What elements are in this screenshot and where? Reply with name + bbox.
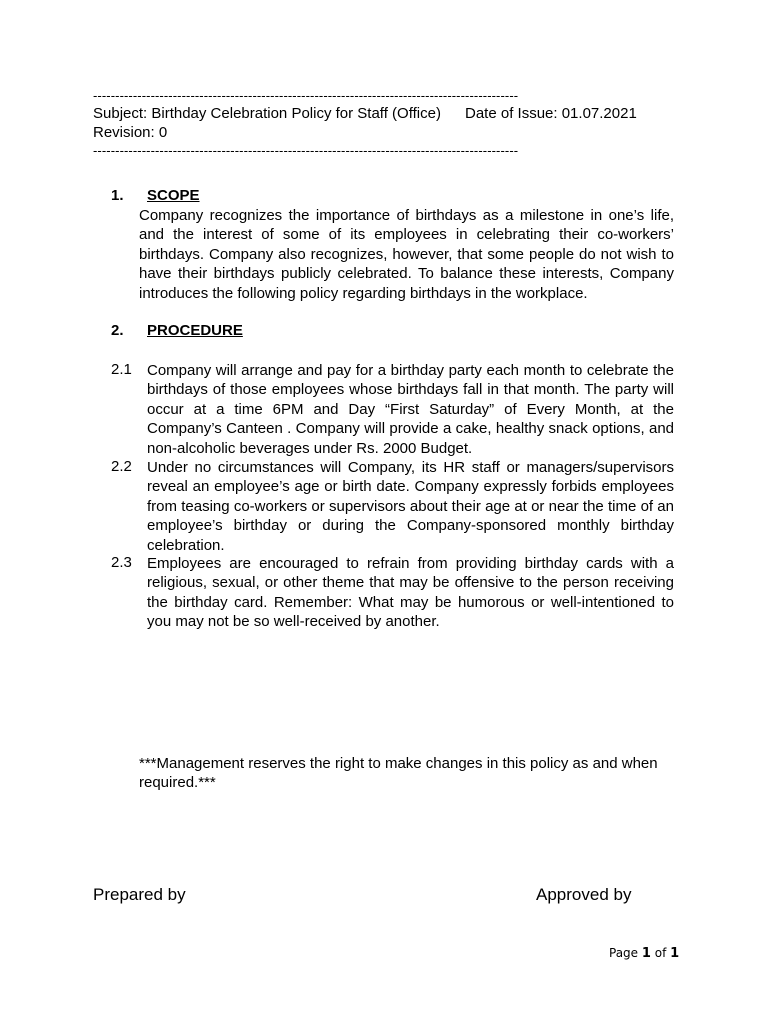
subject-line: Subject: Birthday Celebration Policy for Staff (Office) [93,105,441,122]
prepared-by: Prepared by [93,885,186,904]
item-2-2-number: 2.2 [111,458,132,475]
page-number [609,946,679,961]
item-2-3-number: 2.3 [111,554,132,571]
item-2-1-number: 2.1 [111,361,132,378]
header-rule-top: ------------------------------------------------------------------------------------------------ [93,88,519,103]
management-note: ***Management reserves the right to make changes in this policy as and when required.*** [139,755,658,792]
page-current: 1 [641,946,651,961]
page-label: Page [609,946,639,960]
date-of-issue: Date of Issue: 01.07.2021 [465,105,637,122]
item-2-3-text: Employees are encouraged to refrain from providing birthday cards with a religious, sexual, or other theme that may be offensive to the person receiving the birthday card. Remember: What may be humorous or well-intentioned to you may not be so well-received by another. [147,555,674,631]
section-1-number: 1. [111,187,124,204]
section-2-number: 2. [111,322,124,339]
page-total: 1 [670,946,680,961]
item-2-1-text: Company will arrange and pay for a birthday party each month to celebrate the birthdays of those employees whose birthdays fall in that month. The party will occur at a time 6PM and Day “First Saturday” of Every Month, at the Company’s Canteen . Company will provide a cake, healthy snack options, and non-alcoholic beverages under Rs. 2000 Budget. [147,362,674,457]
section-1-title: SCOPE [147,187,200,204]
section-2-title: PROCEDURE [147,322,243,339]
item-2-2-text: Under no circumstances will Company, its HR staff or managers/supervisors reveal an employee’s age or birth date. Company expressly forbids employees from teasing co-workers or supervisors about their age at or near the time of an employee’s birthday or during the Company-sponsored monthly birthday celebration. [147,459,674,554]
approved-by: Approved by [536,885,632,904]
header-rule-bottom: ------------------------------------------------------------------------------------------------ [93,143,519,158]
of-label: of [654,946,667,960]
section-1-text: Company recognizes the importance of birthdays as a milestone in one’s life, and the interest of some of its employees in celebrating their co-workers’ birthdays. Company also recognizes, however, that some people do not wish to have their birthdays publicly celebrated. To balance these interests, Company introduces the following policy regarding birthdays in the workplace. [139,207,674,302]
revision: Revision: 0 [93,124,168,141]
